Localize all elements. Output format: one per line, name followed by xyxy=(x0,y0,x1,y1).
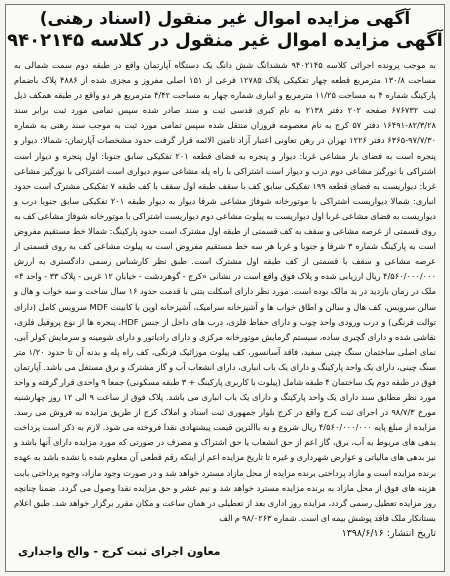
notice-title: آگهی مزایده اموال غیر منقول (اسناد رهنی) xyxy=(39,9,411,29)
signature: معاون اجرای ثبت کرج - والح واجداری xyxy=(18,544,221,558)
auction-notice xyxy=(5,4,445,572)
notice-body: به موجب پرونده اجرائی کلاسه ۹۴۰۲۱۴۵ ششدانگ شش دانگ یک دستگاه آپارتمان واقع در طبقه دوم سمت شمالی به مساحت ۱۳۰/۸ مترمربع قطعه چهار تفکیکی پلاک ۱۲۷۸۵ فرعی از ۱۵۱ اصلی مفروز و مجزی شده از ۴۸۸۶ پلاک باضمام پارکینگ شماره ۴ به مساحت ۱۱/۲۵ مترمربع و انباری شماره چهار به مساحت ۴/۴۲ مترمربع هر دو واقع در طبقه همکف ذیل ثبت ۶۷۶۷۳۲ صفحه ۲۰۲ دفتر ۲۱۳۸ به نام کبری قدسی ثبت و سند صادر شده سپس تمامی مورد ثبت برابر سند ۸۲/۳/۲۸-۱۶۴۹۱ دفتر ۵۷ کرج به نام معصومه فروزان منتقل شده سپس تمامی مورد ثبت به موجب سند رهنی به شماره ۹۷/۷/۳۰-۶۳۶۵ دفتر ۱۲۲۶ تهران در رهن تعاونی اعتبار آزاد تامین الائمه قرار گرفت حدود مشخصات آپارتمان: شمالا: دیوار و پنجره است به فضای باز مشاعی غربا: دیوار و پنجره به فضای قطعه ۲۰۱ تفکیکی سابق جنوبا: اول پنجره و دیوار است اشتراکی با نورگیر مشاعی دوم درب و دیوار است اشتراکی با راه پله مشاعی سوم دیواری است اشتراکی با نورگیر مشاعی غربا: دیواریست به فضای قطعه ۱۹۹ تفکیکی سابق کف با سقف طبقه اول سقف با کف طبقه ۷ تفکیکی مشترک است حدود انباری: شمالا دیواریست اشتراکی با موتورخانه شوفاژ مشاعی شرقا دیوار به دیوار طبقه ۲۰۱ تفکیکی سابق جنوبا درب و دیواریست به فضای مشاعی غربا اول دیواریست به پیلوت مشاعی دوم دیواریست اشتراکی با موتورخانه شوفاژ مشاعی کف به روی قسمتی از عرصه مشاعی و سقف به کف قسمتی از طبقه اول مشترک است حدود پارکینگ: شمالا خط مستقیم مفروض است به پارکینگ شماره ۳ شرقا و جنوبا و غربا هر سه خط مستقیم مفروض است به پیلوت مشاعی کف به روی قسمتی از عرصه مشاعی و سقف با قسمتی از کف طبقه اول مشترک است. طبق نظر کارشناس رسمی دادگستری به ارزش ۴/۵۶۰/۰۰۰/۰۰۰ ریال ارزیابی شده و پلاک فوق واقع است در نشانی «کرج - گوهردشت - خیابان ۱۲ غربی - پلاک ۳۳ - واحد ۴» ملک در زمان بازدید در ید مالک بوده است. مورد نظر دارای اسکلت بتنی با قدمت حدود ۱۶ سال ساخت و سه خواب و هال و سالن سرویس، کف هال و سالن و اطاق خواب ها و آشپزخانه سرامیک، آشپزخانه اوپن با کابینت MDF سرویس کامل (دارای توالت فرنگی) و درب ورودی واحد چوب و دارای حفاظ فلزی، درب های داخل از جنس HDF، پنجره ها از نوع پروفیل فلزی، نقاشی شده و دارای گچبری ساده، سیستم گرمایش موتورخانه مرکزی و دارای رادیاتور و دارای شومینه و سرمایش کولر آبی، نمای اصلی ساختمان سنگ چینی سفید، فاقد آسانسور، کف پیلوت موزائیک فرنگی، کف راه پله و بدنه آن تا حدود ۱/۲۰ متر سنگ چینی، دارای یک واحد پارکینگ و دارای یک باب انباری، دارای انشعاب آب و گاز مشترک و برق مستقل می باشد. آپارتمان فوق در طبقه دوم یک ساختمان ۴ طبقه شامل (پیلوت با کاربری پارکینگ + ۳ طبقه مسکونی) جمعا ۹ واحدی قرار گرفته و واحد مورد نظر مطابق سند دارای یک واحد پارکینگ و دارای یک باب انباری می باشد. پلاک فوق از ساعت ۹ الی ۱۲ روز چهارشنبه مورخ ۹۸/۷/۳ در اجرای ثبت کرج واقع در کرج بلوار جمهوری ثبت اسناد و املاک کرج از طریق مزایده به فروش می رسد. مزایده از مبلغ پایه ۴/۵۶۰/۰۰۰/۰۰۰ ریال شروع و به باالترین قیمت پیشنهادی نقدا فروخته می شود. لازم به ذکر است پرداخت بدهی های مربوط به آب، برق، گاز اعم از حق انشعاب یا حق اشتراک و مصرف در صورتی که مورد مزایده دارای آنها باشد و نیز بدهی های مالیاتی و عوارض شهرداری و غیره تا تاریخ مزایده اعم از اینکه رقم قطعی آن معلوم شده یا نشده باشد به عهده برنده مزایده است و مازاد پرداختی برنده مزایده از محل مازاد مسترد خواهد شد و در صورت وجود مازاد، وجوه پرداختی بابت هزینه های فوق از محل مازاد به برنده مزایده مسترد خواهد شد و نیم عشر و حق مزایده نقدا وصول می گردد. ضمنا چنانچه روز مزایده تعطیل رسمی گردد، مزایده روز اداری بعد از تعطیلی در همان ساعت و مکان مقرر برگزار خواهد شد. طبق اعلام بستانکار ملک فاقد پوشش بیمه ای است. شماره ۹۸/۰۲۶۳ م الف xyxy=(14,60,437,523)
publication-date: تاریخ انتشار: ۱۳۹۸/۶/۱۶ xyxy=(341,527,436,539)
notice-subtitle: آگهی مزایده اموال غیر منقول در کلاسه ۹۴۰۲۱۴۵ xyxy=(7,30,443,51)
